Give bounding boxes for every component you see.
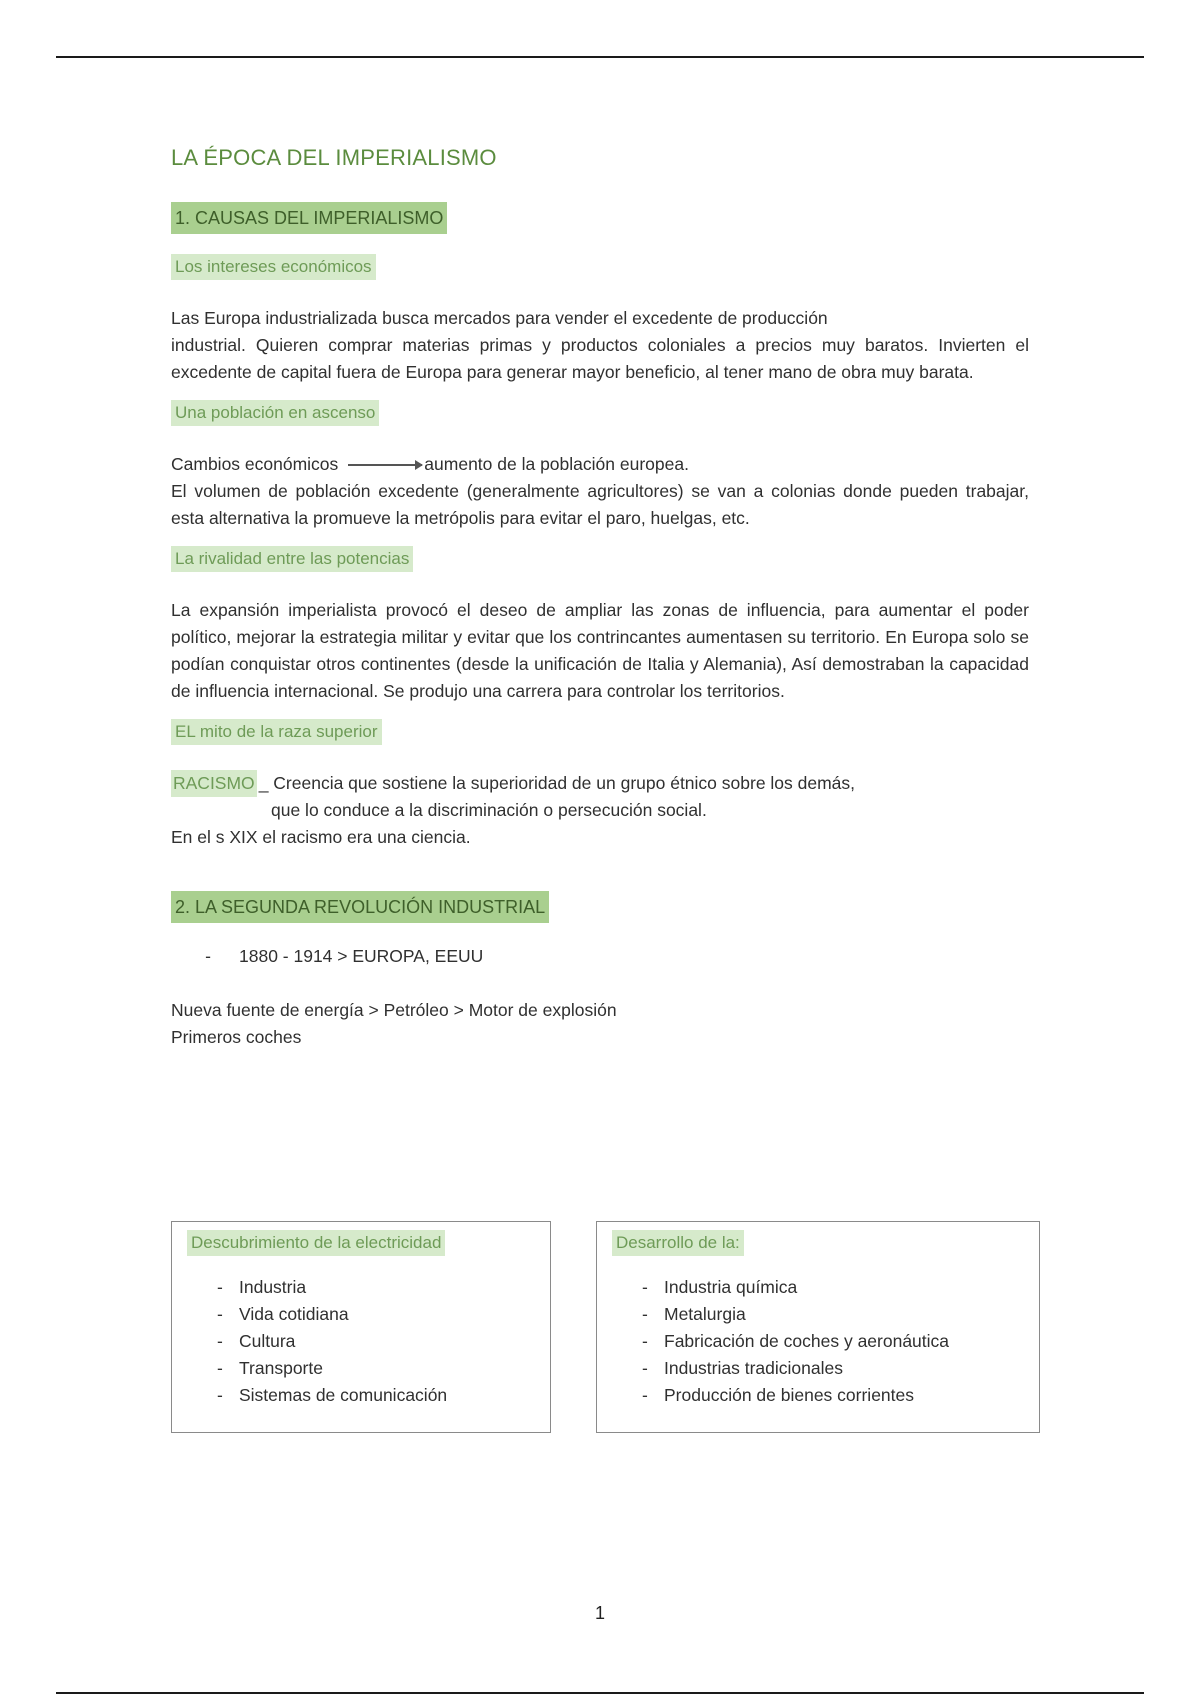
population-arrow-line — [171, 451, 689, 478]
racismo-label: RACISMO — [171, 770, 257, 797]
list-item: - Transporte — [217, 1358, 323, 1378]
economic-line-1: Las Europa industrializada busca mercados para vender el excedente de producción — [171, 308, 828, 328]
subheading-poblacion: Una población en ascenso — [171, 400, 379, 426]
list-item: - Metalurgia — [642, 1304, 746, 1324]
population-paragraph: El volumen de población excedente (generalmente agricultores) se van a colonias donde pueden trabajar, esta alternativa la promueve la metrópolis para evitar el paro, huelgas, etc. — [171, 481, 1029, 528]
list-item: - Vida cotidiana — [217, 1304, 349, 1324]
racismo-closing: En el s XIX el racismo era una ciencia. — [171, 827, 471, 847]
subheading-intereses: Los intereses económicos — [171, 254, 376, 280]
cars-line: Primeros coches — [171, 1027, 302, 1047]
section-heading-causas: 1. CAUSAS DEL IMPERIALISMO — [171, 202, 447, 234]
top-rule — [56, 56, 1144, 58]
dash-bullet: - — [205, 946, 211, 966]
list-item: - Cultura — [217, 1331, 296, 1351]
page-title: LA ÉPOCA DEL IMPERIALISMO — [171, 145, 497, 170]
subheading-rivalidad: La rivalidad entre las potencias — [171, 546, 413, 572]
right-arrow-icon — [348, 464, 422, 466]
desarrollo-list — [612, 1274, 1024, 1409]
page-number: 1 — [594, 1603, 605, 1623]
rivalry-paragraph: La expansión imperialista provocó el deseo de ampliar las zonas de influencia, para aumentar el poder político, mejorar la estrategia militar y evitar que los contrincantes aumentasen su territorio. En Europa solo se podían conquistar otros continentes (desde la unificación de Italia y Alemania), Así demostraban la capacidad de influencia internacional. Se produjo una carrera para controlar los territorios. — [171, 600, 1029, 701]
racismo-line-2: que lo conduce a la discriminación o persecución social. — [271, 800, 707, 820]
section-heading-revolucion: 2. LA SEGUNDA REVOLUCIÓN INDUSTRIAL — [171, 891, 549, 923]
list-item: - Producción de bienes corrientes — [642, 1385, 915, 1405]
list-item — [171, 943, 1029, 970]
arrow-left-text: Cambios económicos — [171, 454, 339, 474]
list-item: - Industria — [217, 1277, 307, 1297]
list-item: - Fabricación de coches y aeronáutica — [642, 1331, 950, 1351]
list-item: - Sistemas de comunicación — [217, 1385, 448, 1405]
date-range-text: 1880 - 1914 > EUROPA, EEUU — [239, 946, 484, 966]
racismo-definition — [171, 770, 1029, 797]
economic-paragraph: industrial. Quieren comprar materias primas y productos coloniales a precios muy baratos. Invierten el excedente de capital fuera de Europa para generar mayor beneficio, al tener mano de obra muy barata. — [171, 335, 1029, 382]
racismo-line-1: _ Creencia que sostiene la superioridad de un grupo étnico sobre los demás, — [258, 773, 856, 793]
box-heading-electricidad: Descubrimiento de la electricidad — [187, 1230, 445, 1256]
list-item: - Industria química — [642, 1277, 798, 1297]
desarrollo-box — [596, 1221, 1040, 1433]
document-body — [171, 140, 1029, 1051]
electricity-box — [171, 1221, 551, 1433]
subheading-raza: EL mito de la raza superior — [171, 719, 382, 745]
list-item: - Industrias tradicionales — [642, 1358, 843, 1378]
box-heading-desarrollo: Desarrollo de la: — [612, 1230, 744, 1256]
bottom-rule — [56, 1692, 1144, 1694]
energy-line: Nueva fuente de energía > Petróleo > Motor de explosión — [171, 1000, 617, 1020]
arrow-right-text: aumento de la población europea. — [424, 454, 689, 474]
electricity-list — [187, 1274, 535, 1409]
